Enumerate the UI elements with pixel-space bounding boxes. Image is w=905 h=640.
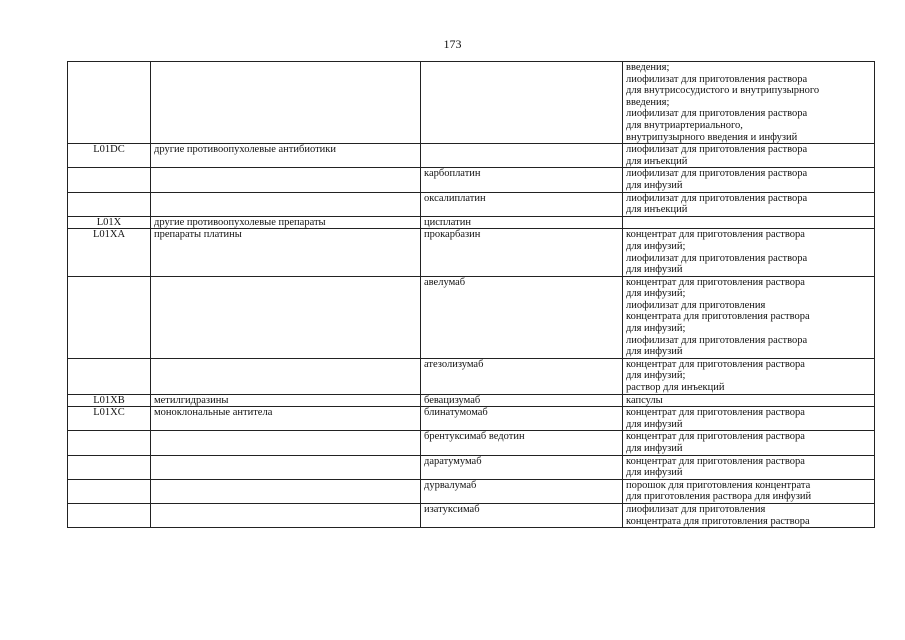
dosage-form-cell: концентрат для приготовления раствора для инфузий; лиофилизат для приготовления раствора для инфузий	[623, 229, 875, 276]
group-name-cell	[151, 62, 421, 144]
drug-table-body	[68, 62, 875, 528]
drug-table	[67, 61, 875, 528]
page-number: 173	[443, 37, 462, 51]
table-row	[68, 431, 875, 455]
atc-code-cell	[68, 503, 151, 527]
dosage-form-cell: концентрат для приготовления раствора для инфузий; лиофилизат для приготовления концентрата для приготовления раствора для инфузий; лиофилизат для приготовления раствора для инфузий	[623, 276, 875, 358]
dosage-form-cell: лиофилизат для приготовления концентрата для приготовления раствора	[623, 503, 875, 527]
dosage-form-cell: лиофилизат для приготовления раствора для инъекций	[623, 192, 875, 216]
atc-code-cell	[68, 62, 151, 144]
drug-name-cell: бевацизумаб	[421, 394, 623, 407]
atc-code-cell: L01XB	[68, 394, 151, 407]
atc-code-cell	[68, 276, 151, 358]
drug-name-cell: карбоплатин	[421, 168, 623, 192]
atc-code-cell	[68, 168, 151, 192]
table-row	[68, 455, 875, 479]
drug-name-cell: блинатумомаб	[421, 407, 623, 431]
atc-code-cell: L01XC	[68, 407, 151, 431]
drug-name-cell: цисплатин	[421, 216, 623, 229]
group-name-cell	[151, 431, 421, 455]
table-row	[68, 229, 875, 276]
dosage-form-cell: концентрат для приготовления раствора для инфузий	[623, 455, 875, 479]
drug-name-cell	[421, 144, 623, 168]
atc-code-cell	[68, 431, 151, 455]
table-row	[68, 276, 875, 358]
group-name-cell	[151, 479, 421, 503]
table-row	[68, 407, 875, 431]
drug-name-cell: даратумумаб	[421, 455, 623, 479]
atc-code-cell	[68, 192, 151, 216]
group-name-cell	[151, 168, 421, 192]
drug-name-cell: прокарбазин	[421, 229, 623, 276]
group-name-cell	[151, 503, 421, 527]
dosage-form-cell: введения; лиофилизат для приготовления раствора для внутрисосудистого и внутрипузырного введения; лиофилизат для приготовления раствора для внутриартериального, внутрипузырного введения и инфузий	[623, 62, 875, 144]
atc-code-cell: L01DC	[68, 144, 151, 168]
group-name-cell	[151, 276, 421, 358]
dosage-form-cell: порошок для приготовления концентрата для приготовления раствора для инфузий	[623, 479, 875, 503]
table-row	[68, 503, 875, 527]
drug-name-cell: авелумаб	[421, 276, 623, 358]
table-row	[68, 62, 875, 144]
group-name-cell	[151, 358, 421, 394]
atc-code-cell: L01XA	[68, 229, 151, 276]
atc-code-cell	[68, 358, 151, 394]
table-row	[68, 479, 875, 503]
dosage-form-cell: капсулы	[623, 394, 875, 407]
atc-code-cell: L01X	[68, 216, 151, 229]
table-row	[68, 358, 875, 394]
group-name-cell: метилгидразины	[151, 394, 421, 407]
drug-name-cell: атезолизумаб	[421, 358, 623, 394]
dosage-form-cell: концентрат для приготовления раствора для инфузий	[623, 407, 875, 431]
group-name-cell	[151, 192, 421, 216]
drug-name-cell: изатуксимаб	[421, 503, 623, 527]
table-row	[68, 168, 875, 192]
group-name-cell: другие противоопухолевые антибиотики	[151, 144, 421, 168]
dosage-form-cell: концентрат для приготовления раствора для инфузий	[623, 431, 875, 455]
dosage-form-cell: лиофилизат для приготовления раствора для инфузий	[623, 168, 875, 192]
drug-name-cell	[421, 62, 623, 144]
table-row	[68, 394, 875, 407]
drug-name-cell: дурвалумаб	[421, 479, 623, 503]
table-row	[68, 216, 875, 229]
drug-name-cell: брентуксимаб ведотин	[421, 431, 623, 455]
dosage-form-cell	[623, 216, 875, 229]
table-row	[68, 144, 875, 168]
atc-code-cell	[68, 479, 151, 503]
group-name-cell	[151, 455, 421, 479]
dosage-form-cell: концентрат для приготовления раствора для инфузий; раствор для инъекций	[623, 358, 875, 394]
atc-code-cell	[68, 455, 151, 479]
group-name-cell: моноклональные антитела	[151, 407, 421, 431]
drug-name-cell: оксалиплатин	[421, 192, 623, 216]
dosage-form-cell: лиофилизат для приготовления раствора для инъекций	[623, 144, 875, 168]
group-name-cell: другие противоопухолевые препараты	[151, 216, 421, 229]
table-row	[68, 192, 875, 216]
group-name-cell: препараты платины	[151, 229, 421, 276]
